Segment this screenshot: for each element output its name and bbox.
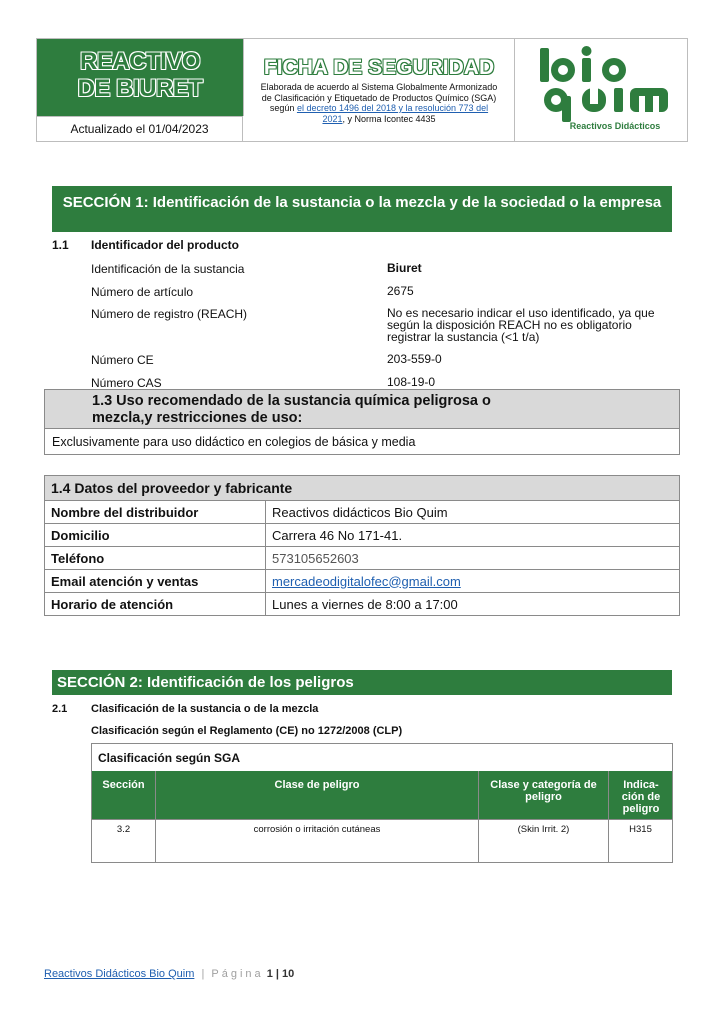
provider-table-title: 1.4 Datos del proveedor y fabricante bbox=[45, 476, 680, 501]
column-header-section: Sección bbox=[102, 779, 145, 791]
table-row bbox=[45, 570, 680, 593]
sga-table-title: Clasificación según SGA bbox=[98, 751, 241, 765]
elaboration-prefix: según bbox=[269, 103, 297, 113]
page-footer: Reactivos Didácticos Bio Quim | Página 1 | 10 bbox=[44, 968, 295, 980]
column-header-category: Clase y categoría de peligro bbox=[490, 779, 597, 803]
article-number-label: Número de artículo bbox=[91, 285, 194, 299]
header-divider-right bbox=[514, 39, 515, 141]
logo-mark bbox=[540, 46, 668, 122]
column-divider bbox=[608, 771, 609, 862]
identification-label: Identificación de la sustancia bbox=[91, 262, 245, 276]
decree-link[interactable]: el decreto 1496 del 2018 y la resolución 773 del bbox=[296, 103, 489, 113]
subsection-title: Identificador del producto bbox=[91, 238, 240, 252]
updated-date: Actualizado el 01/04/2023 bbox=[37, 116, 243, 141]
ce-number-label: Número CE bbox=[91, 353, 154, 367]
distributor-value: Reactivos didácticos Bio Quim bbox=[266, 501, 680, 524]
article-number-value: 2675 bbox=[387, 284, 414, 298]
address-label: Domicilio bbox=[45, 524, 266, 547]
column-header-hazard-class: Clase de peligro bbox=[274, 779, 360, 791]
row-divider bbox=[92, 819, 672, 820]
provider-table-header bbox=[45, 476, 680, 501]
ce-number-value: 203-559-0 bbox=[387, 352, 442, 366]
table-row bbox=[45, 501, 680, 524]
product-title-line1: REACTIVO bbox=[79, 48, 200, 75]
email-link[interactable]: mercadeodigitalofec@gmail.com bbox=[272, 573, 461, 589]
sga-cell-indication: H315 bbox=[629, 824, 652, 835]
table-row bbox=[45, 593, 680, 616]
elaboration-suffix: , y Norma Icontec 4435 bbox=[342, 113, 436, 124]
section1-title: SECCIÓN 1: Identificación de la sustancia o la mezcla y de la sociedad o la empresa bbox=[52, 186, 672, 232]
elaboration-note bbox=[248, 82, 510, 124]
column-header-indication: Indica-ción de peligro bbox=[621, 779, 661, 815]
product-title bbox=[37, 48, 243, 102]
subsection-title: Clasificación de la sustancia o de la mezcla bbox=[91, 703, 319, 715]
recommended-use-text: Exclusivamente para uso didáctico en colegios de básica y media bbox=[52, 435, 416, 449]
logo-text-bio: bio bbox=[605, 120, 607, 121]
cas-number-value: 108-19-0 bbox=[387, 375, 436, 389]
table-row bbox=[45, 547, 680, 570]
phone-label: Teléfono bbox=[45, 547, 266, 570]
hours-value: Lunes a viernes de 8:00 a 17:00 bbox=[266, 593, 680, 616]
footer-company-link[interactable]: Reactivos Didácticos Bio Quim bbox=[44, 968, 195, 980]
subsection-number: 2.1 bbox=[52, 703, 68, 715]
document-title: FICHA DE SEGURIDAD bbox=[263, 56, 495, 79]
hours-label: Horario de atención bbox=[45, 593, 266, 616]
sga-cell-hazard-class: corrosión o irritación cutáneas bbox=[253, 824, 381, 835]
section2-title: SECCIÓN 2: Identificación de los peligros bbox=[52, 670, 672, 695]
identification-value: Biuret bbox=[387, 261, 422, 275]
address-value: Carrera 46 No 171-41. bbox=[266, 524, 680, 547]
footer-page-number: 1 bbox=[266, 968, 273, 980]
subsection-number: 1.1 bbox=[52, 238, 69, 252]
distributor-label: Nombre del distribuidor bbox=[45, 501, 266, 524]
sga-cell-category: (Skin Irrit. 2) bbox=[517, 824, 570, 835]
reach-label: Número de registro (REACH) bbox=[91, 307, 248, 321]
footer-page-word: Página bbox=[211, 968, 264, 980]
phone-value: 573105652603 bbox=[266, 547, 680, 570]
clp-title: Clasificación según el Reglamento (CE) no 1272/2008 (CLP) bbox=[91, 725, 403, 737]
footer-separator: | bbox=[201, 968, 205, 980]
logo-subtitle: Reactivos Didácticos bbox=[569, 121, 661, 131]
cas-number-label: Número CAS bbox=[91, 376, 162, 390]
elaboration-line1: Elaborada de acuerdo al Sistema Globalmente Armonizado bbox=[260, 82, 498, 92]
product-title-line2: DE BIURET bbox=[77, 75, 203, 102]
sga-cell-section: 3.2 bbox=[116, 824, 131, 835]
reach-value: No es necesario indicar el uso identificado, ya que según la disposición REACH no es obligatorio registrar la sustancia (<1 t/a) bbox=[387, 306, 655, 344]
email-cell bbox=[266, 570, 680, 593]
header-divider bbox=[243, 39, 244, 116]
email-label: Email atención y ventas bbox=[45, 570, 266, 593]
table-row bbox=[45, 524, 680, 547]
recommended-use-title: 1.3 Uso recomendado de la sustancia química peligrosa o mezcla,y restricciones de uso: bbox=[92, 393, 491, 426]
footer-page-total: 10 bbox=[282, 968, 295, 980]
bioquim-logo bbox=[530, 44, 680, 122]
elaboration-line2: de Clasificación y Etiquetado de Productos Químico (SGA) bbox=[261, 92, 497, 103]
provider-table bbox=[44, 475, 680, 616]
decree-link-year[interactable]: 2021 bbox=[322, 113, 343, 124]
